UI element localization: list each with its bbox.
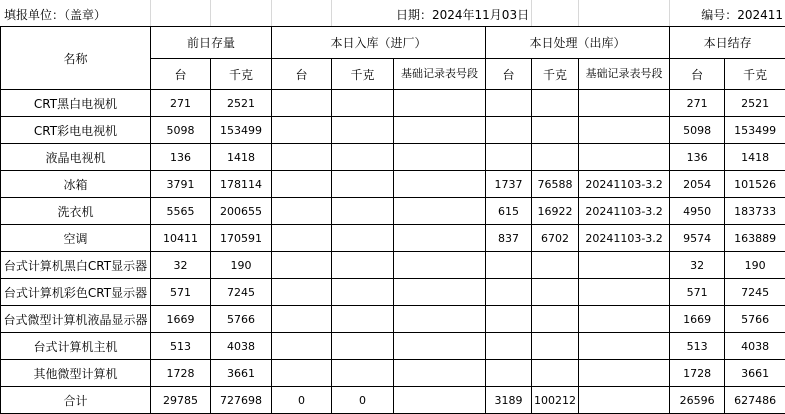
header-in-tai[interactable]: 台	[272, 59, 332, 90]
cell-out-kg[interactable]	[532, 252, 579, 279]
cell-end-tai[interactable]: 571	[670, 279, 725, 306]
gridline	[669, 0, 670, 26]
cell-prev-tai[interactable]: 571	[151, 279, 211, 306]
header-inbound[interactable]: 本日入库（进厂）	[272, 27, 486, 59]
cell-out-rec[interactable]	[579, 252, 670, 279]
table-row	[1, 225, 785, 252]
header-closing[interactable]: 本日结存	[670, 27, 785, 59]
cell-out-tai[interactable]	[486, 279, 532, 306]
cell-in-kg[interactable]	[332, 171, 394, 198]
table-row	[1, 306, 785, 333]
cell-end-kg[interactable]: 153499	[725, 117, 785, 144]
table-row	[1, 171, 785, 198]
cell-in-tai[interactable]	[272, 333, 332, 360]
cell-out-tai[interactable]	[486, 117, 532, 144]
cell-in-kg[interactable]: 0	[332, 387, 394, 414]
cell-name[interactable]: 液晶电视机	[1, 144, 151, 171]
cell-prev-kg[interactable]: 727698	[211, 387, 272, 414]
cell-out-kg[interactable]: 100212	[532, 387, 579, 414]
cell-end-kg[interactable]: 101526	[725, 171, 785, 198]
gridline	[578, 0, 579, 26]
header-prev-tai[interactable]: 台	[151, 59, 211, 90]
cell-out-rec[interactable]: 20241103-3.2	[579, 225, 670, 252]
cell-prev-kg[interactable]: 4038	[211, 333, 272, 360]
cell-prev-tai[interactable]: 29785	[151, 387, 211, 414]
cell-out-kg[interactable]	[532, 90, 579, 117]
cell-name[interactable]: 台式计算机主机	[1, 333, 151, 360]
cell-in-tai[interactable]	[272, 306, 332, 333]
cell-in-kg[interactable]	[332, 117, 394, 144]
header-in-record-no[interactable]: 基础记录表号段	[394, 59, 486, 90]
cell-in-rec[interactable]	[394, 198, 486, 225]
table-body	[1, 90, 785, 414]
cell-in-kg[interactable]	[332, 252, 394, 279]
cell-prev-kg[interactable]: 5766	[211, 306, 272, 333]
cell-out-kg[interactable]	[532, 279, 579, 306]
cell-in-tai[interactable]	[272, 279, 332, 306]
cell-prev-kg[interactable]: 190	[211, 252, 272, 279]
table-row	[1, 90, 785, 117]
cell-end-tai[interactable]: 9574	[670, 225, 725, 252]
cell-end-kg[interactable]: 5766	[725, 306, 785, 333]
cell-name[interactable]: 洗衣机	[1, 198, 151, 225]
gridline	[210, 0, 211, 26]
cell-in-rec[interactable]	[394, 252, 486, 279]
cell-in-kg[interactable]	[332, 90, 394, 117]
cell-out-rec[interactable]	[579, 144, 670, 171]
gridline	[531, 0, 532, 26]
cell-end-tai[interactable]: 136	[670, 144, 725, 171]
cell-out-rec[interactable]	[579, 306, 670, 333]
cell-end-tai[interactable]: 271	[670, 90, 725, 117]
cell-in-rec[interactable]	[394, 306, 486, 333]
cell-out-tai[interactable]	[486, 333, 532, 360]
table-row	[1, 279, 785, 306]
cell-prev-tai[interactable]: 5098	[151, 117, 211, 144]
cell-name[interactable]: 台式计算机黑白CRT显示器	[1, 252, 151, 279]
cell-name[interactable]: 合计	[1, 387, 151, 414]
cell-name[interactable]: 空调	[1, 225, 151, 252]
cell-out-tai[interactable]: 1737	[486, 171, 532, 198]
cell-out-kg[interactable]	[532, 360, 579, 387]
reporting-unit-label[interactable]: 填报单位：（盖章）	[4, 6, 106, 23]
table-row	[1, 387, 785, 414]
cell-in-rec[interactable]	[394, 225, 486, 252]
cell-out-tai[interactable]	[486, 144, 532, 171]
cell-in-tai[interactable]	[272, 360, 332, 387]
cell-prev-tai[interactable]: 3791	[151, 171, 211, 198]
cell-in-kg[interactable]	[332, 306, 394, 333]
cell-in-tai[interactable]	[272, 144, 332, 171]
cell-end-tai[interactable]: 5098	[670, 117, 725, 144]
table-row	[1, 144, 785, 171]
inventory-table	[0, 26, 785, 414]
cell-out-rec[interactable]	[579, 333, 670, 360]
cell-prev-kg[interactable]: 153499	[211, 117, 272, 144]
cell-out-rec[interactable]	[579, 90, 670, 117]
cell-end-kg[interactable]: 7245	[725, 279, 785, 306]
header-processed[interactable]: 本日处理（出库）	[486, 27, 670, 59]
cell-out-rec[interactable]	[579, 279, 670, 306]
cell-in-kg[interactable]	[332, 279, 394, 306]
cell-in-kg[interactable]	[332, 144, 394, 171]
gridline	[150, 0, 151, 26]
report-date[interactable]: 日期：2024年11月03日	[396, 6, 529, 23]
cell-out-rec[interactable]	[579, 387, 670, 414]
cell-out-tai[interactable]: 615	[486, 198, 532, 225]
report-header	[0, 0, 785, 27]
cell-in-tai[interactable]	[272, 198, 332, 225]
cell-end-kg[interactable]: 183733	[725, 198, 785, 225]
cell-prev-tai[interactable]: 513	[151, 333, 211, 360]
cell-prev-kg[interactable]: 170591	[211, 225, 272, 252]
cell-in-rec[interactable]	[394, 333, 486, 360]
header-end-kg[interactable]: 千克	[725, 59, 785, 90]
cell-out-rec[interactable]: 20241103-3.2	[579, 198, 670, 225]
cell-name[interactable]: 其他微型计算机	[1, 360, 151, 387]
cell-end-kg[interactable]: 627486	[725, 387, 785, 414]
gridline	[331, 0, 332, 26]
header-end-tai[interactable]: 台	[670, 59, 725, 90]
cell-end-tai[interactable]: 2054	[670, 171, 725, 198]
cell-name[interactable]: 台式微型计算机液晶显示器	[1, 306, 151, 333]
cell-prev-tai[interactable]: 271	[151, 90, 211, 117]
cell-prev-tai[interactable]: 32	[151, 252, 211, 279]
cell-prev-tai[interactable]: 1728	[151, 360, 211, 387]
cell-prev-tai[interactable]: 10411	[151, 225, 211, 252]
cell-out-tai[interactable]	[486, 306, 532, 333]
cell-end-kg[interactable]: 4038	[725, 333, 785, 360]
cell-end-tai[interactable]: 513	[670, 333, 725, 360]
cell-in-rec[interactable]	[394, 360, 486, 387]
cell-in-tai[interactable]	[272, 252, 332, 279]
cell-out-kg[interactable]	[532, 306, 579, 333]
table-row	[1, 117, 785, 144]
table-row	[1, 198, 785, 225]
cell-end-tai[interactable]: 4950	[670, 198, 725, 225]
cell-in-rec[interactable]	[394, 144, 486, 171]
cell-prev-kg[interactable]: 1418	[211, 144, 272, 171]
gridline	[271, 0, 272, 26]
cell-out-rec[interactable]: 20241103-3.2	[579, 171, 670, 198]
cell-prev-kg[interactable]: 200655	[211, 198, 272, 225]
cell-end-kg[interactable]: 1418	[725, 144, 785, 171]
cell-end-kg[interactable]: 163889	[725, 225, 785, 252]
cell-prev-kg[interactable]: 7245	[211, 279, 272, 306]
report-number[interactable]: 编号：202411	[701, 6, 783, 23]
table-row	[1, 252, 785, 279]
cell-name[interactable]: CRT彩电电视机	[1, 117, 151, 144]
cell-prev-tai[interactable]: 5565	[151, 198, 211, 225]
cell-end-tai[interactable]: 32	[670, 252, 725, 279]
cell-out-tai[interactable]	[486, 90, 532, 117]
header-out-kg[interactable]: 千克	[532, 59, 579, 90]
table-row	[1, 360, 785, 387]
cell-in-kg[interactable]	[332, 360, 394, 387]
cell-name[interactable]: 冰箱	[1, 171, 151, 198]
cell-out-kg[interactable]: 6702	[532, 225, 579, 252]
cell-in-kg[interactable]	[332, 225, 394, 252]
cell-in-kg[interactable]	[332, 198, 394, 225]
cell-out-tai[interactable]: 837	[486, 225, 532, 252]
cell-in-rec[interactable]	[394, 279, 486, 306]
cell-out-tai[interactable]: 3189	[486, 387, 532, 414]
cell-prev-kg[interactable]: 2521	[211, 90, 272, 117]
cell-end-tai[interactable]: 1669	[670, 306, 725, 333]
header-prev-stock[interactable]: 前日存量	[151, 27, 272, 59]
cell-out-rec[interactable]	[579, 360, 670, 387]
header-in-kg[interactable]: 千克	[332, 59, 394, 90]
cell-in-tai[interactable]: 0	[272, 387, 332, 414]
cell-end-tai[interactable]: 26596	[670, 387, 725, 414]
header-name[interactable]: 名称	[1, 27, 151, 90]
cell-in-tai[interactable]	[272, 171, 332, 198]
cell-in-rec[interactable]	[394, 117, 486, 144]
cell-in-rec[interactable]	[394, 387, 486, 414]
cell-in-tai[interactable]	[272, 90, 332, 117]
cell-end-kg[interactable]: 190	[725, 252, 785, 279]
header-out-record-no[interactable]: 基础记录表号段	[579, 59, 670, 90]
cell-out-kg[interactable]: 76588	[532, 171, 579, 198]
cell-in-kg[interactable]	[332, 333, 394, 360]
cell-in-rec[interactable]	[394, 171, 486, 198]
cell-prev-kg[interactable]: 178114	[211, 171, 272, 198]
header-out-tai[interactable]: 台	[486, 59, 532, 90]
cell-out-kg[interactable]: 16922	[532, 198, 579, 225]
cell-out-tai[interactable]	[486, 360, 532, 387]
cell-in-tai[interactable]	[272, 225, 332, 252]
cell-out-kg[interactable]	[532, 117, 579, 144]
cell-end-kg[interactable]: 2521	[725, 90, 785, 117]
cell-out-kg[interactable]	[532, 144, 579, 171]
cell-end-tai[interactable]: 1728	[670, 360, 725, 387]
cell-prev-tai[interactable]: 1669	[151, 306, 211, 333]
cell-name[interactable]: CRT黑白电视机	[1, 90, 151, 117]
cell-in-rec[interactable]	[394, 90, 486, 117]
cell-prev-tai[interactable]: 136	[151, 144, 211, 171]
cell-out-rec[interactable]	[579, 117, 670, 144]
table-row	[1, 333, 785, 360]
cell-in-tai[interactable]	[272, 117, 332, 144]
cell-end-kg[interactable]: 3661	[725, 360, 785, 387]
header-prev-kg[interactable]: 千克	[211, 59, 272, 90]
cell-name[interactable]: 台式计算机彩色CRT显示器	[1, 279, 151, 306]
cell-prev-kg[interactable]: 3661	[211, 360, 272, 387]
cell-out-kg[interactable]	[532, 333, 579, 360]
cell-out-tai[interactable]	[486, 252, 532, 279]
